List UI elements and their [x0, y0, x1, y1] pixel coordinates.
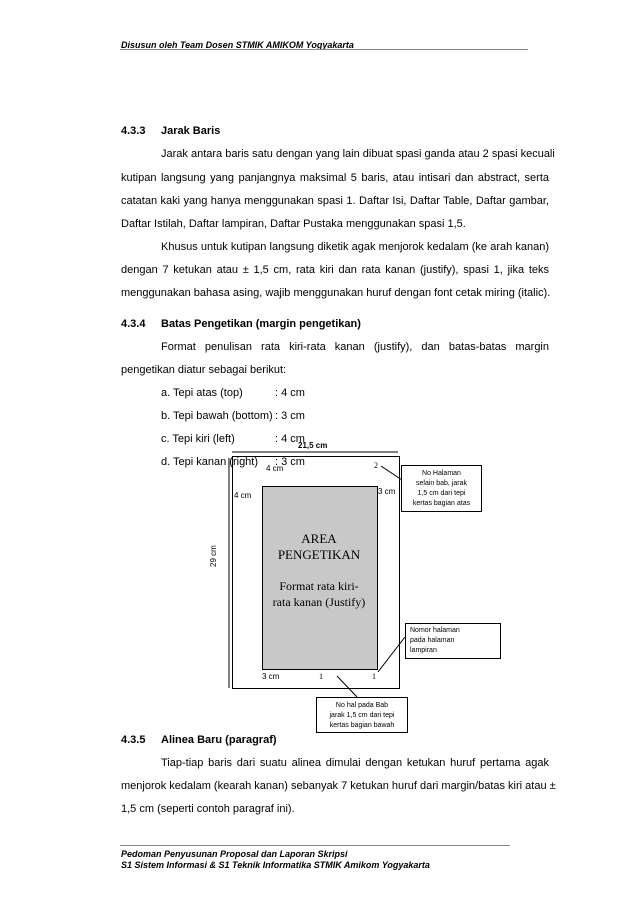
section-title-434: Batas Pengetikan (margin pengetikan): [161, 318, 361, 330]
margin-item-top-value: : 4 cm: [275, 387, 305, 399]
margin-item-left-value: : 4 cm: [275, 433, 305, 445]
page-number-top: 2: [374, 461, 378, 470]
page-header: Disusun oleh Team Dosen STMIK AMIKOM Yogyakarta: [121, 40, 354, 50]
para-433-line-2: kutipan langsung yang panjangnya maksimal 5 baris, atau intisari dan abstract, serta: [121, 172, 549, 184]
section-number-435: 4.3.5: [121, 734, 146, 746]
callout-bottom-line: kertas bagian bawah: [329, 722, 395, 729]
para-433-line-6: dengan 7 ketukan atau ± 1,5 cm, rata kiri dan rata kanan (justify), spasi 1, jika teks: [121, 264, 549, 276]
callout-bottom-line: jarak 1,5 cm dari tepi: [329, 712, 395, 719]
area-title: [262, 531, 376, 563]
footer-divider: [120, 845, 510, 846]
right-margin-label: 3 cm: [378, 487, 396, 496]
section-number-433: 4.3.3: [121, 125, 146, 137]
page-number-bottom-right: 1: [372, 672, 376, 681]
height-label: 29 cm: [209, 545, 218, 567]
para-435-line-1: Tiap-tiap baris dari suatu alinea dimulai dengan ketukan huruf pertama agak: [161, 757, 549, 769]
callout-right-line: lampiran: [410, 647, 437, 654]
bottom-margin-label: 3 cm: [262, 672, 280, 681]
width-label: 21,5 cm: [298, 441, 328, 450]
callout-appendix-page-number: [405, 623, 501, 659]
section-title-433: Jarak Baris: [161, 125, 221, 137]
para-433-line-5: Khusus untuk kutipan langsung diketik agak menjorok kedalam (ke arah kanan): [161, 241, 549, 253]
margin-item-top-label: a. Tepi atas (top): [161, 387, 243, 399]
para-434-line-1: Format penulisan rata kiri-rata kanan (justify), dan batas-batas margin: [161, 341, 549, 353]
section-title-435: Alinea Baru (paragraf): [161, 734, 277, 746]
footer-line-2: S1 Sistem Informasi & S1 Teknik Informatika STMIK Amikom Yogyakarta: [121, 860, 430, 870]
margin-item-bottom-value: : 3 cm: [275, 410, 305, 422]
para-433-line-1: Jarak antara baris satu dengan yang lain dibuat spasi ganda atau 2 spasi kecuali: [161, 148, 555, 160]
para-433-line-7: menggunakan bahasa asing, wajib menggunakan huruf dengan font cetak miring (italic).: [121, 287, 551, 299]
margin-item-bottom-label: b. Tepi bawah (bottom): [161, 410, 273, 422]
para-435-line-2: menjorok kedalam (kearah kanan) sebanyak 7 ketukan huruf dari margin/batas kiri atau ±: [121, 780, 556, 792]
footer-line-1: Pedoman Penyusunan Proposal dan Laporan Skripsi: [121, 849, 348, 859]
area-title-line-1: AREA: [301, 531, 337, 546]
callout-top-line: No Halaman: [422, 470, 461, 477]
margin-item-left-label: c. Tepi kiri (left): [161, 433, 235, 445]
callout-top-page-number: [401, 465, 482, 512]
callout-right-line: pada halaman: [410, 637, 455, 644]
top-margin-label: 4 cm: [266, 464, 284, 473]
para-433-line-3: catatan kaki yang hanya menggunakan spasi 1. Daftar Isi, Daftar Table, Daftar gambar,: [121, 195, 549, 207]
margin-item-right-label: d. Tepi kanan (right): [161, 456, 259, 468]
area-description: [262, 578, 376, 610]
area-desc-line-1: Format rata kiri-: [279, 579, 359, 593]
area-title-line-2: PENGETIKAN: [277, 547, 361, 562]
margin-item-right-value: : 3 cm: [275, 456, 305, 468]
callout-bottom-page-number: [316, 697, 408, 733]
section-number-434: 4.3.4: [121, 318, 146, 330]
callout-bottom-line: No hal pada Bab: [335, 702, 389, 709]
left-margin-label: 4 cm: [234, 491, 252, 500]
page-number-bottom-center: 1: [319, 672, 323, 681]
para-433-line-4: Daftar Istilah, Daftar lampiran, Daftar Pustaka menggunakan spasi 1,5.: [121, 218, 466, 230]
para-435-line-3: 1,5 cm (seperti contoh paragraf ini).: [121, 803, 295, 815]
callout-top-line: 1,5 cm dari tepi: [417, 490, 466, 497]
callout-top-line: selain bab, jarak: [416, 480, 467, 487]
para-434-line-2: pengetikan diatur sebagai berikut:: [121, 364, 287, 376]
callout-right-line: Nomor halaman: [410, 627, 460, 634]
area-desc-line-2: rata kanan (Justify): [272, 595, 366, 609]
callout-top-line: kertas bagian atas: [412, 500, 471, 507]
